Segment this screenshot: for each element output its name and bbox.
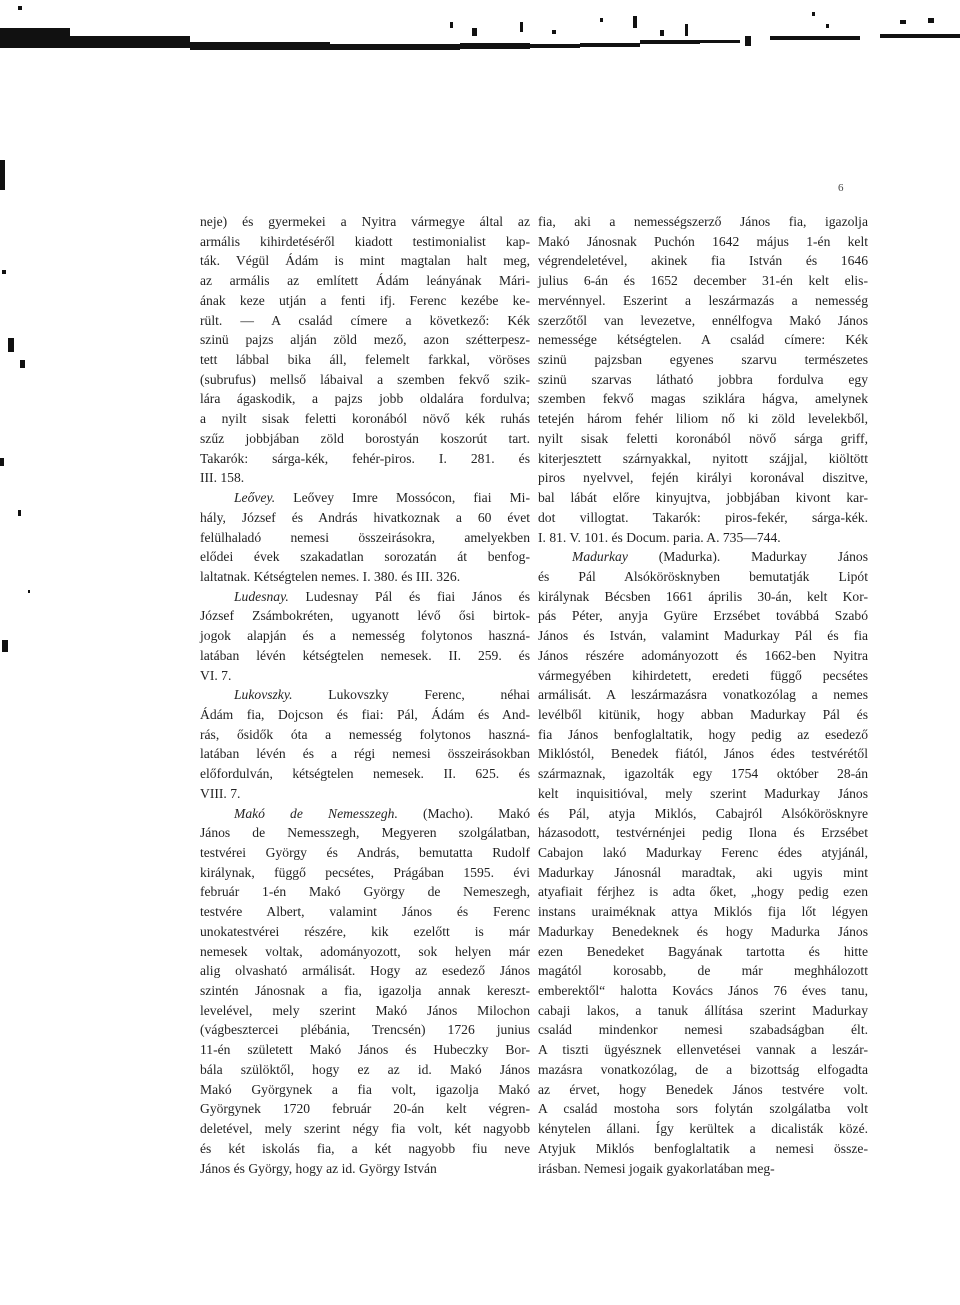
text-line: János részére adományozott és 1662-ben Nyitra xyxy=(538,647,868,663)
text-line: János de Nemesszegh, Megyeren szolgálatban, xyxy=(200,825,530,841)
text-line: család mindenkor nemesi szabadságban élt. xyxy=(538,1022,868,1038)
text-line: mervénnyel. Eszerint a leszármazás a nemesség xyxy=(538,292,868,308)
text-line: tetején három fehér liliom nő ki zöld levelekből, xyxy=(538,411,868,427)
scan-margin-specks xyxy=(0,70,60,690)
text-line: latában lévén és a régi nemesi összeirásokban xyxy=(200,746,530,762)
text-line: Makó Jánosnak Puchón 1642 május 1-én kelt xyxy=(538,233,868,249)
text-line: irásban. Nemesi jogaik gyakorlatában meg- xyxy=(538,1160,775,1176)
text-line: nemesek voltak, adományozott, sok helyen már xyxy=(200,943,530,959)
entry-heading: Ludesnay. xyxy=(234,588,289,604)
text-line: Miklóstól, Benedek fiától, János édes testvérétől xyxy=(538,746,868,762)
text-line: végrendeletével, akinek fia István és 1646 xyxy=(538,253,868,269)
text-line: ezen Benedeket Bagyának tartotta és hitte xyxy=(538,943,868,959)
text-line: nemessége kétségtelen. A család címere: Kék xyxy=(538,332,868,348)
text-line: királynak Bécsben 1661 április 30-án, kelt Kor- xyxy=(538,588,868,604)
text-line: hály, József és András hivatkoznak a 60 évet xyxy=(200,509,530,525)
text-line: Ádám fia, Dojcson és fiai: Pál, Ádám és And- xyxy=(200,706,530,722)
text-line: királynak, függő pecsétes, Prágában 1595. évi xyxy=(200,864,530,880)
scan-edge-noise xyxy=(0,0,960,70)
text-line: Atyjuk Miklós benfoglaltatik a nemesi össze- xyxy=(538,1140,868,1156)
text-line: Makó Györgynek a fia volt, igazolja Makó xyxy=(200,1081,530,1097)
text-line: julius 6-án és 1652 december 31-én kelt elis- xyxy=(538,273,868,289)
text-line: János és István, valamint Madurkay Pál és fia xyxy=(538,628,868,644)
left-text-column xyxy=(200,212,530,1178)
text-line: ták. Végül Ádám is mint magtalan halt meg, xyxy=(200,253,530,269)
text-line: vármegyében kihirdetett, eredeti függő pecsétes xyxy=(538,667,868,683)
text-line: elődei évek szakadatlan sorozatán át benfog- xyxy=(200,549,530,565)
text-line: József Zsámbokréten, ugyanott lévő ősi birtok- xyxy=(200,608,530,624)
entry-heading: Lukovszky. xyxy=(234,687,293,703)
text-line: testvérei György és András, bemutatta Rudolf xyxy=(200,845,530,860)
text-line: rült. — A család címere a következő: Kék xyxy=(200,312,530,328)
text-line: dot villogtat. Takarók: piros-fekér, sárga-kék. xyxy=(538,509,868,525)
text-line: laltatnak. Kétségtelen nemes. I. 380. és III. 326. xyxy=(200,568,461,584)
text-line: fia, aki a nemességszerző János fia, igazolja xyxy=(538,214,868,229)
text-line: Györgynek 1720 február 20-án kelt végren- xyxy=(200,1101,530,1117)
text-line: neje) és gyermekei a Nyitra vármegye által az xyxy=(200,214,530,229)
text-line: előfordulván, kétségtelen nemesek. II. 625. és xyxy=(200,766,530,782)
entry-heading: Madurkay xyxy=(572,549,628,565)
text-line: Lukovszky. Lukovszky Ferenc, néhai xyxy=(234,687,530,703)
text-line: deletével, mely szerint négy fia volt, két nagyobb xyxy=(200,1121,530,1137)
text-line: Madurkay Jánosnál maradtak, aki ugyis mint xyxy=(538,864,868,880)
text-line: piros nyelvvel, fején királyi koronával diszitve, xyxy=(538,470,868,486)
text-line: bála szülöktől, hogy ez az id. Makó János xyxy=(200,1061,530,1077)
page-number: 6 xyxy=(838,182,844,194)
text-line: nyilt sisak feletti koronából növő sárga griff, xyxy=(538,430,868,446)
text-line: szerzőtől van levezetve, ennélfogva Makó János xyxy=(538,312,868,328)
text-line: instans uraiméknak attya Miklós fija lőt légyen xyxy=(538,904,868,920)
text-line: szinü pajzs alján zöld mező, azon szétterpesz- xyxy=(200,332,530,348)
right-text-column xyxy=(538,212,868,1178)
text-line: szinü pajzsban egyenes szarvu természetes xyxy=(538,352,868,368)
text-line: és két iskolás fia, a két nagyobb fiu neve xyxy=(200,1140,530,1156)
text-line: szinü szarvas látható jobbra fordulva egy xyxy=(538,371,868,387)
text-line: testvére Albert, valamint János és Ferenc xyxy=(200,904,530,920)
text-line: Cabajon lakó Madurkay Ferenc édes atyjánál, xyxy=(538,845,868,860)
text-line: rás, ősidők óta a nemesség folytonos haszná- xyxy=(200,726,530,742)
text-line: Ludesnay. Ludesnay Pál és fiai János és xyxy=(234,588,530,604)
text-line: kiterjesztett szárnyakkal, nyitott szájjal, kiöltött xyxy=(538,450,868,466)
text-line: armális kihirdetéséről kiadott testimonialist kap- xyxy=(200,233,530,249)
text-line: bal lábát előre kinyujtva, jobbjában kivont kar- xyxy=(538,490,868,506)
text-line: I. 81. V. 101. és Docum. paria. A. 735—744. xyxy=(538,529,781,545)
text-line: latában lévén kétségtelen nemesek. II. 259. és xyxy=(200,647,530,663)
text-line: szűz jobbjában zöld borostyán koszorút tart. xyxy=(200,430,530,446)
text-line: mazásra vonatkozólag, de a bizottság elfogadta xyxy=(538,1061,868,1077)
text-line: Madurkay Benedeknek és hogy Madurka János xyxy=(538,923,868,939)
text-line: kelt inquisitióval, mely szerint Madurkay János xyxy=(538,785,868,801)
text-line: VIII. 7. xyxy=(200,785,241,801)
text-line: szintén Jánosnak a fia, igazolja annak kereszt- xyxy=(200,983,530,999)
entry-heading: Leővey. xyxy=(234,490,276,506)
text-line: III. 158. xyxy=(200,470,245,486)
text-line: a nyilt sisak feletti koronából növő kék ruhás xyxy=(200,411,530,427)
text-line: február 1-én Makó György de Nemeszegh, xyxy=(200,884,530,900)
text-line: cabaji lakos, a tanuk állítása szerint Madurkay xyxy=(538,1002,868,1018)
text-line: (subrufus) mellső lábaival a szemben fekvő szik- xyxy=(200,371,530,387)
text-line: (vágbesztercei plébánia, Trencsén) 1726 junius xyxy=(200,1022,530,1038)
text-line: unokatestvérei részére, kik ezelőtt is már xyxy=(200,923,530,939)
text-line: 11-én született Makó János és Hubeczky Bor- xyxy=(200,1042,530,1058)
text-line: A tiszti ügyésznek ellenvetései vannak a leszár- xyxy=(538,1042,868,1058)
text-line: ának keze utján a fenti ifj. Ferenc kezébe ke- xyxy=(200,292,530,308)
text-line: atyafiait férjhez is adta őket, „hogy pedig ezen xyxy=(538,884,868,900)
text-line: Madurkay (Madurka). Madurkay János xyxy=(572,549,868,565)
text-line: házasodott, testvérnénjei pedig Ilona és Erzsébet xyxy=(538,825,868,841)
text-line: származnak, igazolták egy 1754 október 28-án xyxy=(538,766,868,782)
text-line: az érvet, hogy Benedek János testvére volt. xyxy=(538,1081,868,1097)
text-line: és Pál Alsókörösknyben bemutatják Lipót xyxy=(538,568,868,584)
text-line: fia János benfoglaltatik, hogy pedig az esedező xyxy=(538,726,868,742)
text-line: pás Péter, anyja Gyüre Erzsébet továbbá Szabó xyxy=(538,608,868,624)
text-line: levélből kitünik, hogy abban Madurkay Pál és xyxy=(538,706,868,722)
text-line: Leővey. Leővey Imre Mossócon, fiai Mi- xyxy=(234,490,530,506)
text-line: jogok alapján és a nemesség folytonos haszná- xyxy=(200,628,530,644)
text-line: emberektől“ halotta Kovács János 76 éves tanu, xyxy=(538,983,868,999)
text-line: alig olvasható armálisát. Hogy az esedező János xyxy=(200,963,530,979)
text-line: és Pál, atyja Miklós, Cabajról Alsókörösknyre xyxy=(538,805,868,821)
text-line: Makó de Nemesszegh. (Macho). Makó xyxy=(234,805,530,821)
text-line: kénytelen állani. Így kerültek a dicalisták közé. xyxy=(538,1121,868,1137)
text-line: A család mostoha sors folytán szolgálatba volt xyxy=(538,1101,868,1117)
text-line: felülhaladó nemesi összeirásokra, amelyekben xyxy=(200,529,530,545)
text-line: magától korosabb, de már meghhálozott xyxy=(538,963,868,979)
text-line: armálisát. A leszármazásra vonatkozólag a nemes xyxy=(538,687,868,703)
text-line: lára ágaskodik, a pajzs jobb oldalára fordulva; xyxy=(200,391,530,407)
text-line: János és György, hogy az id. György István xyxy=(200,1160,437,1176)
text-line: levelével, mely szerint Makó János Milochon xyxy=(200,1002,530,1018)
text-line: Takarók: sárga-kék, fehér-piros. I. 281. és xyxy=(200,450,530,466)
text-line: tett lábbal bika áll, felemelt farkkal, vöröses xyxy=(200,352,530,368)
entry-heading: Makó de Nemesszegh. xyxy=(234,805,398,821)
text-line: VI. 7. xyxy=(200,667,232,683)
text-line: szemben fekvő magas sziklára hágva, amelynek xyxy=(538,391,868,407)
text-line: az armális az említett Ádám leányának Mári- xyxy=(200,273,530,289)
